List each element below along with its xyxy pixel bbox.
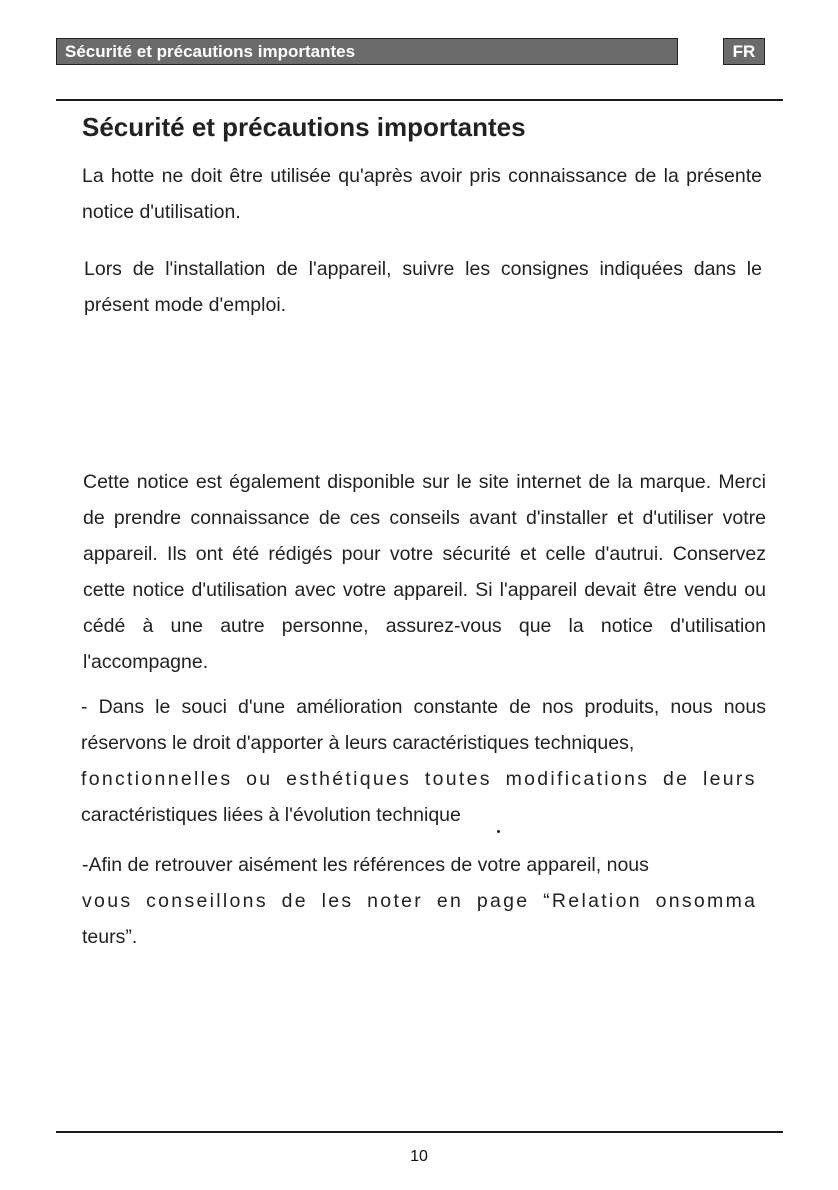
section-header-bar <box>56 38 678 65</box>
product-improvement-line-2: fonctionnelles ou esthétiques toutes modifications de leurs <box>81 768 757 790</box>
page-title: Sécurité et précautions importantes <box>82 112 526 142</box>
paragraph-product-improvement <box>81 689 766 833</box>
references-line-2: vous conseillons de les noter en page “Relation onsomma <box>82 890 758 912</box>
references-line-1: -Afin de retrouver aisément les références de votre appareil, nous <box>82 854 649 876</box>
paragraph-usage-notice: La hotte ne doit être utilisée qu'après avoir pris connaissance de la présente notice d'utilisation. <box>82 165 762 223</box>
product-improvement-line-1: - Dans le souci d'une amélioration constante de nos produits, nous nous réservons le droit d'apporter à leurs caractéristiques techniques, <box>81 696 766 754</box>
paragraph-installation: Lors de l'installation de l'appareil, suivre les consignes indiquées dans le présent mode d'emploi. <box>84 258 762 316</box>
page-number: 10 <box>410 1148 428 1165</box>
paragraph-availability: Cette notice est également disponible sur le site internet de la marque. Merci de prendre connaissance de ces conseils avant d'installer et d'utiliser votre appareil. Ils ont été rédigés pour votre sécurité et celle d'autrui. Conservez cette notice d'utilisation avec votre appareil. Si l'appareil devait être vendu ou cédé à une autre personne, assurez-vous que la notice d'utilisation l'accompagne. <box>83 471 766 673</box>
section-header-title: Sécurité et précautions importantes <box>65 42 356 61</box>
paragraph-references <box>82 847 762 955</box>
product-improvement-line-3: caractéristiques liées à l'évolution technique <box>81 804 461 826</box>
stray-dot <box>497 830 500 833</box>
top-divider <box>56 99 783 101</box>
language-badge: FR <box>723 38 765 65</box>
references-line-3: teurs”. <box>82 926 138 948</box>
bottom-divider <box>56 1131 783 1133</box>
